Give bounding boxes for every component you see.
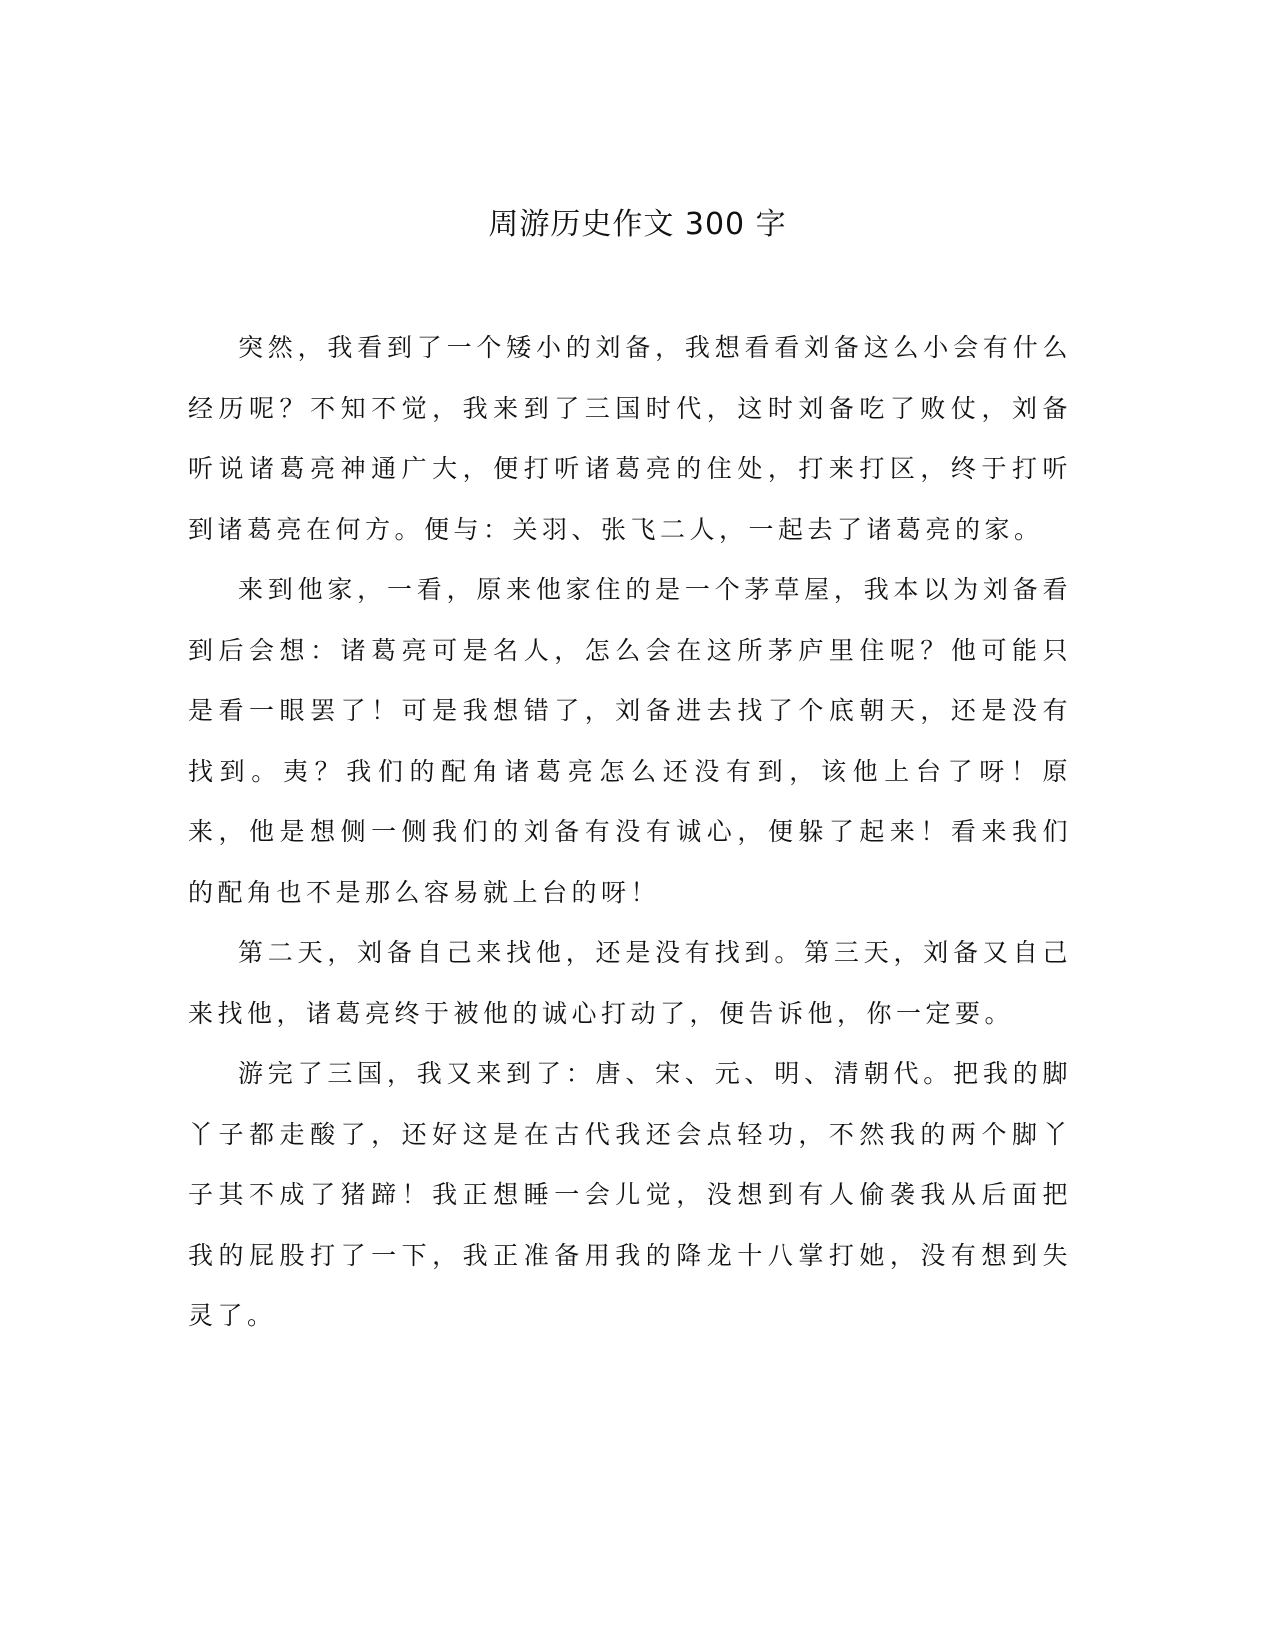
paragraph-2: 来到他家，一看，原来他家住的是一个茅草屋，我本以为刘备看到后会想：诸葛亮可是名人，怎么会在这所茅庐里住呢？他可能只是看一眼罢了！可是我想错了，刘备进去找了个底朝天，还是没有找到。夷？我们的配角诸葛亮怎么还没有到，该他上台了呀！原来，他是想侧一侧我们的刘备有没有诚心，便躲了起来！看来我们的配角也不是那么容易就上台的呀！ <box>188 575 1072 907</box>
document-body <box>188 318 1072 1347</box>
paragraph-4: 游完了三国，我又来到了：唐、宋、元、明、清朝代。把我的脚丫子都走酸了，还好这是在古代我还会点轻功，不然我的两个脚丫子其不成了猪蹄！我正想睡一会儿觉，没想到有人偷袭我从后面把我的屁股打了一下，我正准备用我的降龙十八掌打她，没有想到失灵了。 <box>188 1059 1072 1330</box>
paragraph-3: 第二天，刘备自己来找他，还是没有找到。第三天，刘备又自己来找他，诸葛亮终于被他的诚心打动了，便告诉他，你一定要。 <box>188 938 1072 1028</box>
document-title: 周游历史作文 300 字 <box>488 207 787 242</box>
paragraph-1: 突然，我看到了一个矮小的刘备，我想看看刘备这么小会有什么经历呢？不知不觉，我来到了三国时代，这时刘备吃了败仗，刘备听说诸葛亮神通广大，便打听诸葛亮的住处，打来打区，终于打听到诸葛亮在何方。便与：关羽、张飞二人，一起去了诸葛亮的家。 <box>188 333 1072 544</box>
